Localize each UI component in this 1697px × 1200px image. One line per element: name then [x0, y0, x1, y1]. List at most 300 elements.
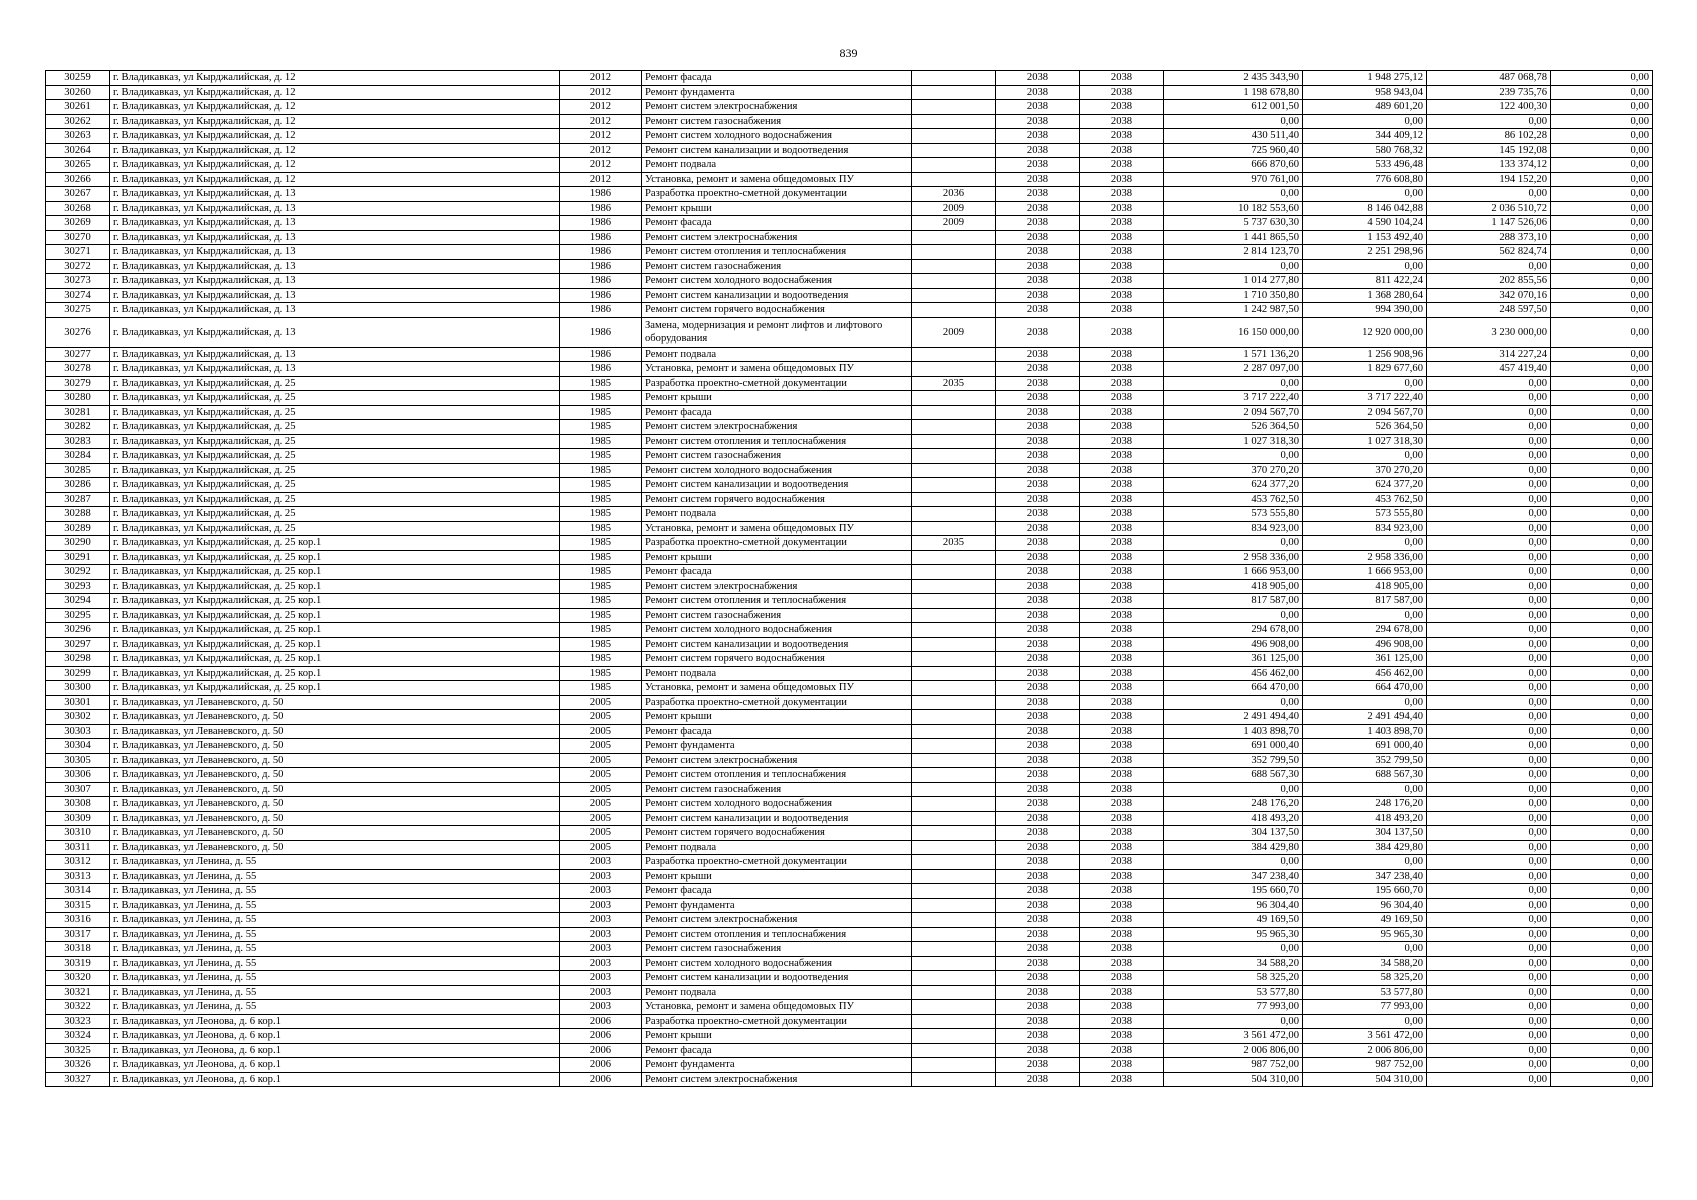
other-amount-cell: 0,00 [1551, 956, 1653, 971]
work-type-cell: Ремонт систем электроснабжения [642, 100, 912, 115]
other-amount-cell: 0,00 [1551, 303, 1653, 318]
other-amount-cell: 0,00 [1551, 1014, 1653, 1029]
plan-year-start-cell: 2038 [996, 869, 1080, 884]
plan-year-start-cell: 2038 [996, 405, 1080, 420]
plan-year-start-cell: 2038 [996, 797, 1080, 812]
total-cost-cell: 352 799,50 [1164, 753, 1303, 768]
address-cell: г. Владикавказ, ул Ленина, д. 55 [110, 913, 560, 928]
owner-amount-cell: 0,00 [1427, 826, 1551, 841]
total-cost-cell: 2 006 806,00 [1164, 1043, 1303, 1058]
total-cost-cell: 96 304,40 [1164, 898, 1303, 913]
plan-year-start-cell: 2038 [996, 100, 1080, 115]
row-id-cell: 30278 [46, 362, 110, 377]
plan-year-start-cell: 2038 [996, 288, 1080, 303]
build-year-cell: 2012 [560, 100, 642, 115]
plan-year-start-cell: 2038 [996, 317, 1080, 347]
other-amount-cell: 0,00 [1551, 71, 1653, 86]
other-amount-cell: 0,00 [1551, 884, 1653, 899]
prev-repair-year-cell [912, 913, 996, 928]
build-year-cell: 1985 [560, 666, 642, 681]
build-year-cell: 2006 [560, 1029, 642, 1044]
table-row [46, 230, 1653, 245]
owner-amount-cell: 288 373,10 [1427, 230, 1551, 245]
build-year-cell: 1985 [560, 376, 642, 391]
plan-year-start-cell: 2038 [996, 782, 1080, 797]
other-amount-cell: 0,00 [1551, 259, 1653, 274]
fund-amount-cell: 77 993,00 [1303, 1000, 1427, 1015]
work-type-cell: Ремонт крыши [642, 550, 912, 565]
owner-amount-cell: 0,00 [1427, 652, 1551, 667]
other-amount-cell: 0,00 [1551, 362, 1653, 377]
plan-year-end-cell: 2038 [1080, 114, 1164, 129]
build-year-cell: 2012 [560, 158, 642, 173]
table-row [46, 434, 1653, 449]
row-id-cell: 30265 [46, 158, 110, 173]
work-type-cell: Ремонт подвала [642, 985, 912, 1000]
total-cost-cell: 1 242 987,50 [1164, 303, 1303, 318]
total-cost-cell: 34 588,20 [1164, 956, 1303, 971]
fund-amount-cell: 0,00 [1303, 782, 1427, 797]
work-type-cell: Ремонт систем канализации и водоотведения [642, 971, 912, 986]
plan-year-end-cell: 2038 [1080, 187, 1164, 202]
fund-amount-cell: 811 422,24 [1303, 274, 1427, 289]
build-year-cell: 1986 [560, 347, 642, 362]
fund-amount-cell: 1 368 280,64 [1303, 288, 1427, 303]
row-id-cell: 30320 [46, 971, 110, 986]
total-cost-cell: 3 561 472,00 [1164, 1029, 1303, 1044]
address-cell: г. Владикавказ, ул Ленина, д. 55 [110, 956, 560, 971]
fund-amount-cell: 12 920 000,00 [1303, 317, 1427, 347]
fund-amount-cell: 49 169,50 [1303, 913, 1427, 928]
address-cell: г. Владикавказ, ул Кырджалийская, д. 13 [110, 187, 560, 202]
fund-amount-cell: 2 094 567,70 [1303, 405, 1427, 420]
other-amount-cell: 0,00 [1551, 855, 1653, 870]
row-id-cell: 30304 [46, 739, 110, 754]
row-id-cell: 30276 [46, 317, 110, 347]
other-amount-cell: 0,00 [1551, 826, 1653, 841]
work-type-cell: Ремонт систем холодного водоснабжения [642, 129, 912, 144]
owner-amount-cell: 0,00 [1427, 855, 1551, 870]
table-row [46, 478, 1653, 493]
plan-year-start-cell: 2038 [996, 623, 1080, 638]
table-row [46, 739, 1653, 754]
total-cost-cell: 624 377,20 [1164, 478, 1303, 493]
prev-repair-year-cell [912, 391, 996, 406]
row-id-cell: 30292 [46, 565, 110, 580]
plan-year-start-cell: 2038 [996, 579, 1080, 594]
prev-repair-year-cell [912, 245, 996, 260]
table-row [46, 565, 1653, 580]
prev-repair-year-cell [912, 608, 996, 623]
prev-repair-year-cell [912, 623, 996, 638]
address-cell: г. Владикавказ, ул Кырджалийская, д. 13 [110, 230, 560, 245]
row-id-cell: 30269 [46, 216, 110, 231]
work-type-cell: Установка, ремонт и замена общедомовых ПУ [642, 521, 912, 536]
build-year-cell: 1985 [560, 449, 642, 464]
plan-year-end-cell: 2038 [1080, 274, 1164, 289]
owner-amount-cell: 0,00 [1427, 114, 1551, 129]
work-type-cell: Ремонт систем канализации и водоотведения [642, 288, 912, 303]
other-amount-cell: 0,00 [1551, 565, 1653, 580]
row-id-cell: 30300 [46, 681, 110, 696]
total-cost-cell: 248 176,20 [1164, 797, 1303, 812]
work-type-cell: Ремонт систем отопления и теплоснабжения [642, 927, 912, 942]
address-cell: г. Владикавказ, ул Кырджалийская, д. 25 [110, 420, 560, 435]
plan-year-start-cell: 2038 [996, 85, 1080, 100]
row-id-cell: 30259 [46, 71, 110, 86]
owner-amount-cell: 487 068,78 [1427, 71, 1551, 86]
other-amount-cell: 0,00 [1551, 942, 1653, 957]
table-row [46, 666, 1653, 681]
fund-amount-cell: 834 923,00 [1303, 521, 1427, 536]
other-amount-cell: 0,00 [1551, 187, 1653, 202]
prev-repair-year-cell [912, 347, 996, 362]
plan-year-start-cell: 2038 [996, 985, 1080, 1000]
plan-year-start-cell: 2038 [996, 376, 1080, 391]
work-type-cell: Ремонт систем горячего водоснабжения [642, 303, 912, 318]
plan-year-end-cell: 2038 [1080, 420, 1164, 435]
row-id-cell: 30311 [46, 840, 110, 855]
prev-repair-year-cell [912, 695, 996, 710]
table-row [46, 855, 1653, 870]
other-amount-cell: 0,00 [1551, 739, 1653, 754]
other-amount-cell: 0,00 [1551, 172, 1653, 187]
address-cell: г. Владикавказ, ул Ленина, д. 55 [110, 985, 560, 1000]
address-cell: г. Владикавказ, ул Кырджалийская, д. 12 [110, 172, 560, 187]
work-type-cell: Ремонт фасада [642, 1043, 912, 1058]
total-cost-cell: 347 238,40 [1164, 869, 1303, 884]
address-cell: г. Владикавказ, ул Кырджалийская, д. 25 кор.1 [110, 623, 560, 638]
plan-year-end-cell: 2038 [1080, 391, 1164, 406]
address-cell: г. Владикавказ, ул Кырджалийская, д. 25 [110, 492, 560, 507]
address-cell: г. Владикавказ, ул Кырджалийская, д. 25 [110, 507, 560, 522]
plan-year-start-cell: 2038 [996, 463, 1080, 478]
total-cost-cell: 3 717 222,40 [1164, 391, 1303, 406]
table-row [46, 507, 1653, 522]
build-year-cell: 2005 [560, 695, 642, 710]
total-cost-cell: 526 364,50 [1164, 420, 1303, 435]
total-cost-cell: 418 905,00 [1164, 579, 1303, 594]
work-type-cell: Ремонт систем отопления и теплоснабжения [642, 245, 912, 260]
page-number: 839 [839, 46, 858, 60]
fund-amount-cell: 664 470,00 [1303, 681, 1427, 696]
other-amount-cell: 0,00 [1551, 449, 1653, 464]
plan-year-end-cell: 2038 [1080, 507, 1164, 522]
prev-repair-year-cell [912, 172, 996, 187]
build-year-cell: 1985 [560, 579, 642, 594]
table-row [46, 303, 1653, 318]
table-row [46, 216, 1653, 231]
fund-amount-cell: 776 608,80 [1303, 172, 1427, 187]
plan-year-start-cell: 2038 [996, 492, 1080, 507]
work-type-cell: Ремонт систем холодного водоснабжения [642, 956, 912, 971]
fund-amount-cell: 370 270,20 [1303, 463, 1427, 478]
prev-repair-year-cell [912, 507, 996, 522]
total-cost-cell: 1 027 318,30 [1164, 434, 1303, 449]
table-row [46, 158, 1653, 173]
address-cell: г. Владикавказ, ул Кырджалийская, д. 13 [110, 362, 560, 377]
work-type-cell: Установка, ремонт и замена общедомовых ПУ [642, 362, 912, 377]
fund-amount-cell: 0,00 [1303, 449, 1427, 464]
owner-amount-cell: 0,00 [1427, 391, 1551, 406]
work-type-cell: Ремонт систем холодного водоснабжения [642, 797, 912, 812]
plan-year-start-cell: 2038 [996, 274, 1080, 289]
table-row [46, 449, 1653, 464]
build-year-cell: 1985 [560, 391, 642, 406]
total-cost-cell: 0,00 [1164, 536, 1303, 551]
other-amount-cell: 0,00 [1551, 230, 1653, 245]
owner-amount-cell: 0,00 [1427, 376, 1551, 391]
table-row [46, 521, 1653, 536]
row-id-cell: 30285 [46, 463, 110, 478]
owner-amount-cell: 0,00 [1427, 463, 1551, 478]
row-id-cell: 30301 [46, 695, 110, 710]
address-cell: г. Владикавказ, ул Ленина, д. 55 [110, 1000, 560, 1015]
prev-repair-year-cell [912, 898, 996, 913]
table-row [46, 724, 1653, 739]
build-year-cell: 2003 [560, 869, 642, 884]
total-cost-cell: 0,00 [1164, 259, 1303, 274]
row-id-cell: 30282 [46, 420, 110, 435]
build-year-cell: 2005 [560, 768, 642, 783]
fund-amount-cell: 352 799,50 [1303, 753, 1427, 768]
plan-year-start-cell: 2038 [996, 362, 1080, 377]
other-amount-cell: 0,00 [1551, 652, 1653, 667]
table-row [46, 956, 1653, 971]
row-id-cell: 30268 [46, 201, 110, 216]
capital-repair-table [45, 70, 1653, 1087]
fund-amount-cell: 418 905,00 [1303, 579, 1427, 594]
owner-amount-cell: 0,00 [1427, 187, 1551, 202]
total-cost-cell: 0,00 [1164, 1014, 1303, 1029]
build-year-cell: 2003 [560, 898, 642, 913]
plan-year-start-cell: 2038 [996, 1072, 1080, 1087]
row-id-cell: 30261 [46, 100, 110, 115]
plan-year-start-cell: 2038 [996, 303, 1080, 318]
address-cell: г. Владикавказ, ул Кырджалийская, д. 12 [110, 158, 560, 173]
build-year-cell: 2003 [560, 956, 642, 971]
plan-year-end-cell: 2038 [1080, 550, 1164, 565]
address-cell: г. Владикавказ, ул Кырджалийская, д. 25 кор.1 [110, 536, 560, 551]
work-type-cell: Ремонт систем электроснабжения [642, 753, 912, 768]
prev-repair-year-cell [912, 274, 996, 289]
work-type-cell: Разработка проектно-сметной документации [642, 536, 912, 551]
work-type-cell: Ремонт систем газоснабжения [642, 942, 912, 957]
table-row [46, 913, 1653, 928]
fund-amount-cell: 2 491 494,40 [1303, 710, 1427, 725]
plan-year-start-cell: 2038 [996, 1043, 1080, 1058]
plan-year-start-cell: 2038 [996, 608, 1080, 623]
plan-year-start-cell: 2038 [996, 681, 1080, 696]
work-type-cell: Ремонт фундамента [642, 739, 912, 754]
plan-year-end-cell: 2038 [1080, 1043, 1164, 1058]
fund-amount-cell: 1 829 677,60 [1303, 362, 1427, 377]
build-year-cell: 1985 [560, 594, 642, 609]
prev-repair-year-cell [912, 71, 996, 86]
address-cell: г. Владикавказ, ул Кырджалийская, д. 12 [110, 129, 560, 144]
owner-amount-cell: 0,00 [1427, 956, 1551, 971]
plan-year-end-cell: 2038 [1080, 362, 1164, 377]
plan-year-start-cell: 2038 [996, 391, 1080, 406]
work-type-cell: Ремонт фасада [642, 565, 912, 580]
other-amount-cell: 0,00 [1551, 1000, 1653, 1015]
address-cell: г. Владикавказ, ул Ленина, д. 55 [110, 869, 560, 884]
address-cell: г. Владикавказ, ул Кырджалийская, д. 25 кор.1 [110, 652, 560, 667]
other-amount-cell: 0,00 [1551, 753, 1653, 768]
plan-year-end-cell: 2038 [1080, 608, 1164, 623]
total-cost-cell: 304 137,50 [1164, 826, 1303, 841]
build-year-cell: 2003 [560, 913, 642, 928]
address-cell: г. Владикавказ, ул Леваневского, д. 50 [110, 695, 560, 710]
fund-amount-cell: 573 555,80 [1303, 507, 1427, 522]
plan-year-start-cell: 2038 [996, 521, 1080, 536]
table-row [46, 782, 1653, 797]
total-cost-cell: 1 441 865,50 [1164, 230, 1303, 245]
prev-repair-year-cell [912, 753, 996, 768]
owner-amount-cell: 133 374,12 [1427, 158, 1551, 173]
plan-year-start-cell: 2038 [996, 129, 1080, 144]
table-row [46, 259, 1653, 274]
address-cell: г. Владикавказ, ул Ленина, д. 55 [110, 884, 560, 899]
table-row [46, 637, 1653, 652]
address-cell: г. Владикавказ, ул Леваневского, д. 50 [110, 739, 560, 754]
other-amount-cell: 0,00 [1551, 579, 1653, 594]
prev-repair-year-cell [912, 85, 996, 100]
total-cost-cell: 2 287 097,00 [1164, 362, 1303, 377]
total-cost-cell: 0,00 [1164, 608, 1303, 623]
work-type-cell: Ремонт систем холодного водоснабжения [642, 463, 912, 478]
table-row [46, 1043, 1653, 1058]
plan-year-start-cell: 2038 [996, 942, 1080, 957]
build-year-cell: 1986 [560, 245, 642, 260]
plan-year-start-cell: 2038 [996, 826, 1080, 841]
total-cost-cell: 430 511,40 [1164, 129, 1303, 144]
work-type-cell: Ремонт систем горячего водоснабжения [642, 652, 912, 667]
work-type-cell: Ремонт фасада [642, 405, 912, 420]
prev-repair-year-cell [912, 710, 996, 725]
owner-amount-cell: 0,00 [1427, 492, 1551, 507]
owner-amount-cell: 0,00 [1427, 942, 1551, 957]
other-amount-cell: 0,00 [1551, 768, 1653, 783]
fund-amount-cell: 0,00 [1303, 114, 1427, 129]
prev-repair-year-cell [912, 797, 996, 812]
other-amount-cell: 0,00 [1551, 158, 1653, 173]
fund-amount-cell: 0,00 [1303, 695, 1427, 710]
plan-year-end-cell: 2038 [1080, 565, 1164, 580]
fund-amount-cell: 418 493,20 [1303, 811, 1427, 826]
prev-repair-year-cell [912, 826, 996, 841]
prev-repair-year-cell [912, 463, 996, 478]
table-row [46, 695, 1653, 710]
other-amount-cell: 0,00 [1551, 898, 1653, 913]
fund-amount-cell: 1 403 898,70 [1303, 724, 1427, 739]
prev-repair-year-cell [912, 579, 996, 594]
fund-amount-cell: 344 409,12 [1303, 129, 1427, 144]
build-year-cell: 2006 [560, 1043, 642, 1058]
plan-year-end-cell: 2038 [1080, 434, 1164, 449]
total-cost-cell: 0,00 [1164, 942, 1303, 957]
other-amount-cell: 0,00 [1551, 492, 1653, 507]
total-cost-cell: 2 094 567,70 [1164, 405, 1303, 420]
address-cell: г. Владикавказ, ул Леваневского, д. 50 [110, 768, 560, 783]
row-id-cell: 30273 [46, 274, 110, 289]
row-id-cell: 30287 [46, 492, 110, 507]
total-cost-cell: 5 737 630,30 [1164, 216, 1303, 231]
build-year-cell: 2005 [560, 840, 642, 855]
build-year-cell: 1986 [560, 259, 642, 274]
address-cell: г. Владикавказ, ул Кырджалийская, д. 13 [110, 288, 560, 303]
fund-amount-cell: 53 577,80 [1303, 985, 1427, 1000]
address-cell: г. Владикавказ, ул Кырджалийская, д. 25 [110, 391, 560, 406]
fund-amount-cell: 0,00 [1303, 187, 1427, 202]
work-type-cell: Ремонт фасада [642, 71, 912, 86]
plan-year-end-cell: 2038 [1080, 347, 1164, 362]
table-row [46, 420, 1653, 435]
plan-year-end-cell: 2038 [1080, 826, 1164, 841]
row-id-cell: 30295 [46, 608, 110, 623]
fund-amount-cell: 95 965,30 [1303, 927, 1427, 942]
prev-repair-year-cell [912, 158, 996, 173]
other-amount-cell: 0,00 [1551, 695, 1653, 710]
plan-year-end-cell: 2038 [1080, 536, 1164, 551]
plan-year-end-cell: 2038 [1080, 797, 1164, 812]
plan-year-start-cell: 2038 [996, 187, 1080, 202]
owner-amount-cell: 248 597,50 [1427, 303, 1551, 318]
row-id-cell: 30327 [46, 1072, 110, 1087]
table-row [46, 710, 1653, 725]
fund-amount-cell: 987 752,00 [1303, 1058, 1427, 1073]
prev-repair-year-cell [912, 114, 996, 129]
owner-amount-cell: 0,00 [1427, 1029, 1551, 1044]
build-year-cell: 2012 [560, 172, 642, 187]
build-year-cell: 2012 [560, 129, 642, 144]
plan-year-start-cell: 2038 [996, 536, 1080, 551]
plan-year-start-cell: 2038 [996, 114, 1080, 129]
build-year-cell: 1985 [560, 405, 642, 420]
prev-repair-year-cell [912, 143, 996, 158]
other-amount-cell: 0,00 [1551, 391, 1653, 406]
table-row [46, 811, 1653, 826]
fund-amount-cell: 624 377,20 [1303, 478, 1427, 493]
work-type-cell: Ремонт систем газоснабжения [642, 608, 912, 623]
build-year-cell: 1986 [560, 288, 642, 303]
owner-amount-cell: 0,00 [1427, 1000, 1551, 1015]
fund-amount-cell: 384 429,80 [1303, 840, 1427, 855]
work-type-cell: Ремонт систем горячего водоснабжения [642, 826, 912, 841]
work-type-cell: Ремонт систем канализации и водоотведения [642, 811, 912, 826]
owner-amount-cell: 0,00 [1427, 594, 1551, 609]
row-id-cell: 30318 [46, 942, 110, 957]
other-amount-cell: 0,00 [1551, 376, 1653, 391]
address-cell: г. Владикавказ, ул Ленина, д. 55 [110, 971, 560, 986]
fund-amount-cell: 0,00 [1303, 259, 1427, 274]
build-year-cell: 1986 [560, 201, 642, 216]
plan-year-end-cell: 2038 [1080, 405, 1164, 420]
owner-amount-cell: 145 192,08 [1427, 143, 1551, 158]
owner-amount-cell: 0,00 [1427, 811, 1551, 826]
table-row [46, 376, 1653, 391]
prev-repair-year-cell [912, 956, 996, 971]
owner-amount-cell: 0,00 [1427, 898, 1551, 913]
build-year-cell: 1985 [560, 550, 642, 565]
work-type-cell: Ремонт крыши [642, 1029, 912, 1044]
prev-repair-year-cell [912, 1029, 996, 1044]
table-row [46, 71, 1653, 86]
prev-repair-year-cell [912, 927, 996, 942]
owner-amount-cell: 1 147 526,06 [1427, 216, 1551, 231]
table-row [46, 492, 1653, 507]
plan-year-start-cell: 2038 [996, 201, 1080, 216]
